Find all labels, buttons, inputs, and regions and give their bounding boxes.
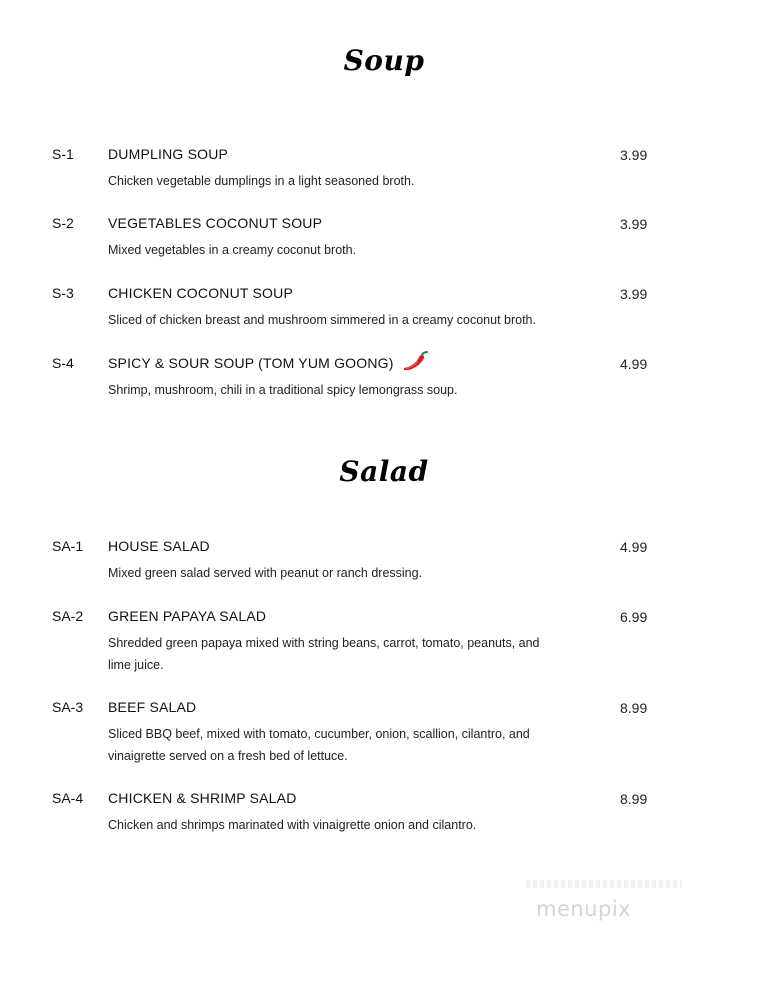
item-description: Sliced of chicken breast and mushroom simmered in a creamy coconut broth. bbox=[108, 313, 536, 327]
item-name: GREEN PAPAYA SALAD bbox=[108, 608, 267, 624]
item-code: SA-3 bbox=[52, 699, 84, 715]
item-price: 6.99 bbox=[620, 609, 648, 625]
item-code: SA-2 bbox=[52, 608, 84, 624]
item-description: Shrimp, mushroom, chili in a traditional spicy lemongrass soup. bbox=[108, 383, 458, 397]
item-description: Mixed green salad served with peanut or ranch dressing. bbox=[108, 566, 423, 580]
item-price: 3.99 bbox=[620, 286, 648, 302]
item-code: S-4 bbox=[52, 355, 74, 371]
item-description: Mixed vegetables in a creamy coconut broth. bbox=[108, 243, 357, 257]
item-name: SPICY & SOUR SOUP (TOM YUM GOONG) bbox=[108, 355, 394, 371]
item-description: Sliced BBQ beef, mixed with tomato, cucumber, onion, scallion, cilantro, and vinaigrette served on a fresh bed of lettuce. bbox=[108, 727, 530, 763]
item-price: 3.99 bbox=[620, 216, 648, 232]
item-name: BEEF SALAD bbox=[108, 699, 197, 715]
item-name: VEGETABLES COCONUT SOUP bbox=[108, 215, 323, 231]
item-price: 8.99 bbox=[620, 700, 648, 716]
item-price: 3.99 bbox=[620, 147, 648, 163]
item-price: 4.99 bbox=[620, 539, 648, 555]
item-price: 8.99 bbox=[620, 791, 648, 807]
item-code: S-3 bbox=[52, 285, 74, 301]
item-name: CHICKEN & SHRIMP SALAD bbox=[108, 790, 297, 806]
soup-section-title: Soup bbox=[343, 44, 425, 77]
watermark-decoration bbox=[526, 880, 682, 888]
item-name: HOUSE SALAD bbox=[108, 538, 210, 554]
chili-pepper-icon bbox=[402, 351, 428, 373]
item-code: S-1 bbox=[52, 146, 74, 162]
item-name: DUMPLING SOUP bbox=[108, 146, 229, 162]
item-name: CHICKEN COCONUT SOUP bbox=[108, 285, 293, 301]
item-description: Chicken vegetable dumplings in a light seasoned broth. bbox=[108, 174, 415, 188]
item-price: 4.99 bbox=[620, 356, 648, 372]
item-name-wrapper bbox=[108, 355, 428, 373]
item-code: S-2 bbox=[52, 215, 74, 231]
item-description: Shredded green papaya mixed with string beans, carrot, tomato, peanuts, and lime juice. bbox=[108, 636, 540, 672]
menupix-watermark: menupix bbox=[536, 897, 632, 921]
item-code: SA-4 bbox=[52, 790, 84, 806]
item-code: SA-1 bbox=[52, 538, 84, 554]
item-description: Chicken and shrimps marinated with vinaigrette onion and cilantro. bbox=[108, 818, 477, 832]
salad-section-title: Salad bbox=[339, 455, 429, 488]
